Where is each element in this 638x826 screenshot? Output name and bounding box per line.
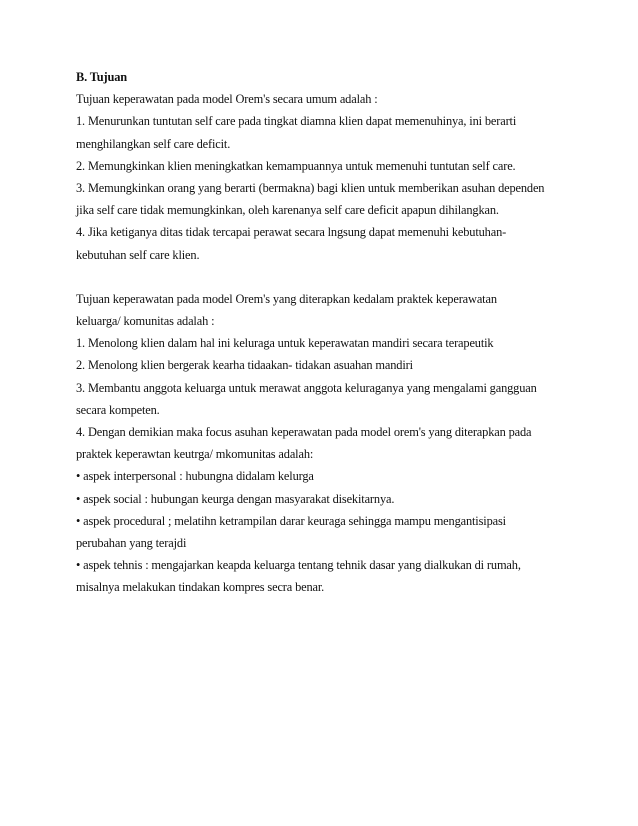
document-body	[76, 66, 566, 599]
paragraph-line: 1. Menolong klien dalam hal ini keluraga untuk keperawatan mandiri secara terapeutik	[76, 336, 494, 351]
paragraph-line: 3. Memungkinkan orang yang berarti (bermakna) bagi klien untuk memberikan asuhan dependen	[76, 180, 545, 195]
bullet-item: • aspek procedural ; melatihn ketrampilan darar keuraga sehingga mampu mengantisipasi	[76, 513, 506, 528]
paragraph-line: secara kompeten.	[76, 402, 160, 417]
bullet-item: • aspek tehnis : mengajarkan keapda keluarga tentang tehnik dasar yang dialkukan di rumah,	[76, 558, 521, 573]
paragraph-line: 2. Menolong klien bergerak kearha tidaakan- tidakan asuahan mandiri	[76, 358, 413, 373]
bullet-item: • aspek social : hubungan keurga dengan masyarakat disekitarnya.	[76, 491, 395, 506]
paragraph-line: praktek keperawtan keutrga/ mkomunitas adalah:	[76, 447, 314, 462]
paragraph-line: 2. Memungkinkan klien meningkatkan kemampuannya untuk memenuhi tuntutan self care.	[76, 158, 516, 173]
bullet-item: • aspek interpersonal : hubungna didalam kelurga	[76, 469, 314, 484]
paragraph-line: jika self care tidak memungkinkan, oleh karenanya self care deficit apapun dihilangkan.	[76, 203, 499, 218]
paragraph-line: 4. Jika ketiganya ditas tidak tercapai perawat secara lngsung dapat memenuhi kebutuhan-	[76, 225, 507, 240]
paragraph-line: Tujuan keperawatan pada model Orem's yang diterapkan kedalam praktek keperawatan	[76, 291, 497, 306]
paragraph-line: misalnya melakukan tindakan kompres secra benar.	[76, 580, 325, 595]
paragraph-line: kebutuhan self care klien.	[76, 247, 200, 262]
paragraph-line: 1. Menurunkan tuntutan self care pada tingkat diamna klien dapat memenuhinya, ini berarti	[76, 114, 517, 129]
paragraph-line: menghilangkan self care deficit.	[76, 136, 231, 151]
paragraph-line: Tujuan keperawatan pada model Orem's secara umum adalah :	[76, 92, 378, 107]
paragraph-line: keluarga/ komunitas adalah :	[76, 314, 215, 329]
paragraph-line: 4. Dengan demikian maka focus asuhan keperawatan pada model orem's yang diterapkan pada	[76, 425, 532, 439]
paragraph-line: perubahan yang terajdi	[76, 535, 187, 550]
paragraph-line: 3. Membantu anggota keluarga untuk merawat anggota keluraganya yang mengalami gangguan	[76, 380, 537, 395]
section-heading: B. Tujuan	[76, 70, 128, 84]
paragraph-spacer	[76, 266, 566, 288]
